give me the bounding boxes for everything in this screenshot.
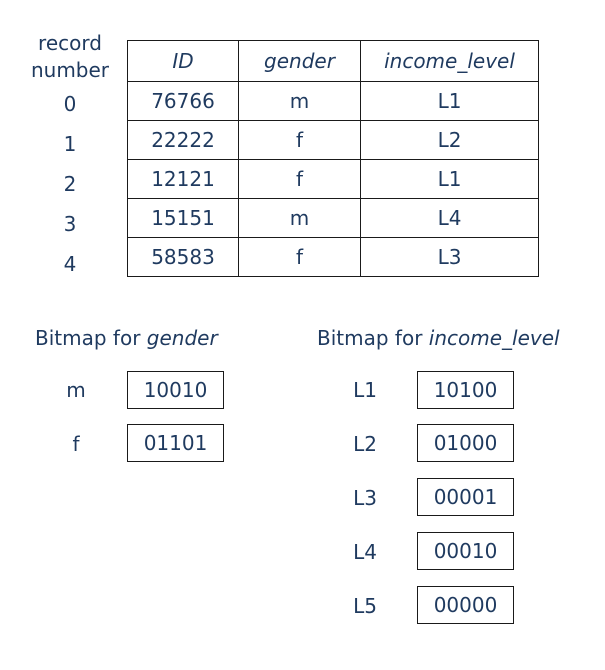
income-bitmap-label-l5: L5 xyxy=(353,594,377,618)
table-row xyxy=(128,238,539,277)
record-number: 1 xyxy=(63,132,77,156)
cell-id: 15151 xyxy=(128,199,239,238)
cell-gender: m xyxy=(239,82,361,121)
income-bitmap-title-prefix: Bitmap for xyxy=(317,326,429,350)
record-number: 0 xyxy=(63,92,77,116)
record-number: 3 xyxy=(63,212,77,236)
cell-income-level: L1 xyxy=(361,82,539,121)
cell-income-level: L3 xyxy=(361,238,539,277)
table-row xyxy=(128,121,539,160)
table-row xyxy=(128,199,539,238)
record-number-header xyxy=(20,30,120,84)
cell-gender: f xyxy=(239,121,361,160)
cell-id: 12121 xyxy=(128,160,239,199)
income-bitmap-l2: 01000 xyxy=(417,424,514,462)
cell-id: 22222 xyxy=(128,121,239,160)
table-row xyxy=(128,82,539,121)
header-id: ID xyxy=(128,41,239,82)
income-bitmap-title xyxy=(317,326,560,350)
cell-id: 76766 xyxy=(128,82,239,121)
cell-id: 58583 xyxy=(128,238,239,277)
income-bitmap-label-l4: L4 xyxy=(353,540,377,564)
header-gender: gender xyxy=(239,41,361,82)
gender-bitmap-title-attr: gender xyxy=(146,326,218,350)
record-number: 2 xyxy=(63,172,77,196)
header-income-level: income_level xyxy=(361,41,539,82)
income-bitmap-l3: 00001 xyxy=(417,478,514,516)
cell-gender: f xyxy=(239,160,361,199)
income-bitmap-l1: 10100 xyxy=(417,371,514,409)
gender-bitmap-f: 01101 xyxy=(127,424,224,462)
gender-bitmap-label-m: m xyxy=(66,378,86,402)
cell-income-level: L2 xyxy=(361,121,539,160)
records-table xyxy=(127,40,539,277)
table-row xyxy=(128,160,539,199)
income-bitmap-label-l2: L2 xyxy=(353,432,377,456)
record-number: 4 xyxy=(63,252,77,276)
cell-income-level: L4 xyxy=(361,199,539,238)
income-bitmap-l4: 00010 xyxy=(417,532,514,570)
cell-gender: m xyxy=(239,199,361,238)
record-number-header-text: record number xyxy=(30,31,110,82)
gender-bitmap-label-f: f xyxy=(72,432,80,456)
cell-income-level: L1 xyxy=(361,160,539,199)
income-bitmap-label-l1: L1 xyxy=(353,378,377,402)
gender-bitmap-title-prefix: Bitmap for xyxy=(35,326,147,350)
gender-bitmap-title xyxy=(35,326,218,350)
table-header-row xyxy=(128,41,539,82)
income-bitmap-l5: 00000 xyxy=(417,586,514,624)
gender-bitmap-m: 10010 xyxy=(127,371,224,409)
income-bitmap-title-attr: income_level xyxy=(428,326,560,350)
income-bitmap-label-l3: L3 xyxy=(353,486,377,510)
cell-gender: f xyxy=(239,238,361,277)
